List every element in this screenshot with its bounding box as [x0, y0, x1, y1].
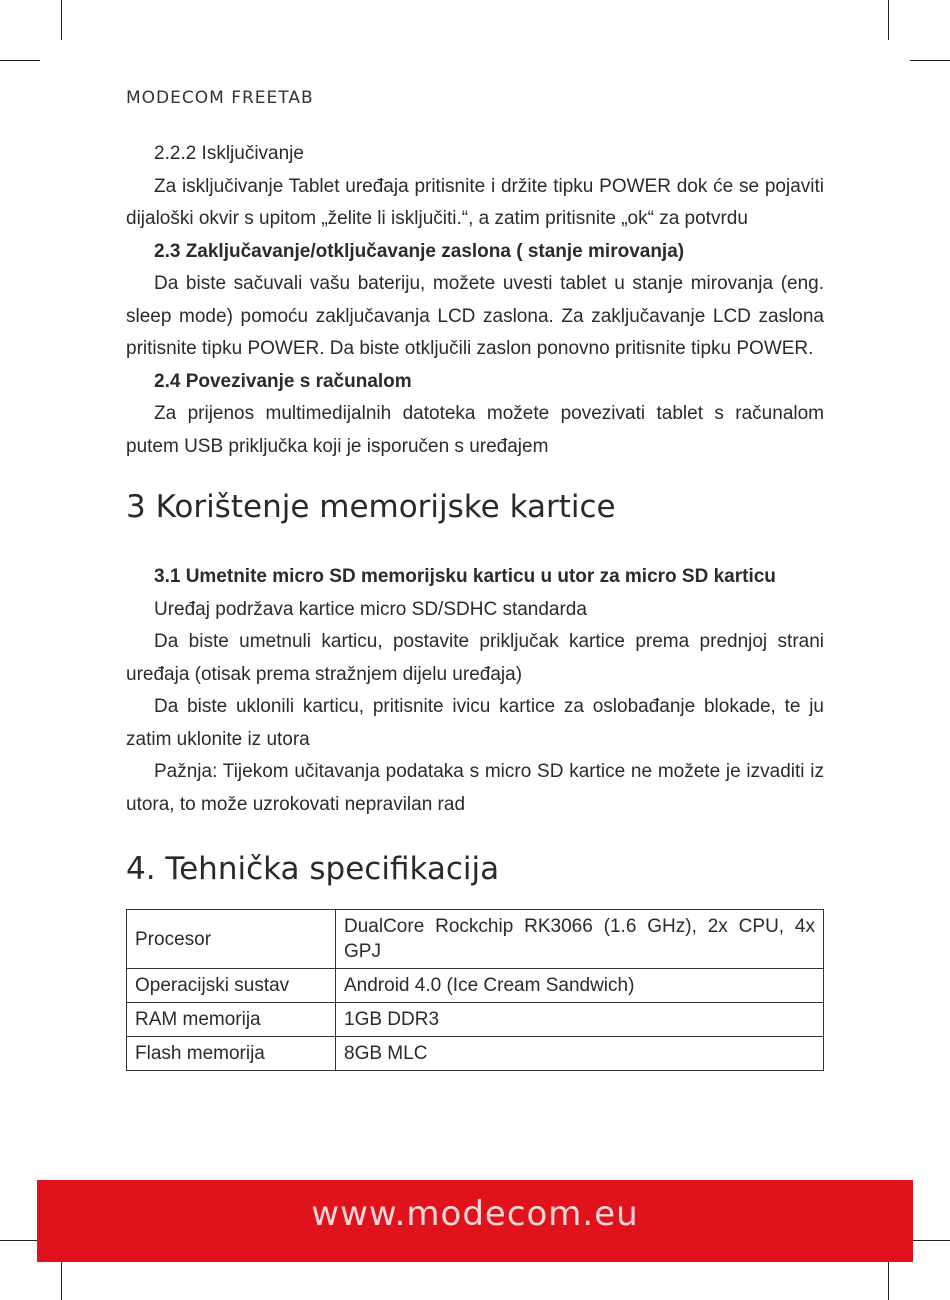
- running-header: MODECOM FREETAB: [126, 88, 314, 108]
- footer-url: www.modecom.eu: [311, 1194, 639, 1234]
- section-3-1-heading: 3.1 Umetnite micro SD memorijsku karticu u utor za micro SD karticu: [154, 566, 776, 587]
- spec-value: DualCore Rockchip RK3066 (1.6 GHz), 2x CPU, 4x GPJ: [336, 910, 824, 969]
- section-3-paragraph: Da biste umetnuli karticu, postavite priključak kartice prema prednjoj strani uređaja (otisak prema stražnjem dijelu uređaja): [126, 631, 824, 685]
- crop-mark: [888, 1262, 889, 1300]
- crop-mark: [0, 60, 40, 61]
- page-content: [126, 138, 824, 1071]
- spec-value: Android 4.0 (Ice Cream Sandwich): [336, 969, 824, 1003]
- table-row: [127, 969, 824, 1003]
- table-row: [127, 1003, 824, 1037]
- section-3-paragraph: Pažnja: Tijekom učitavanja podataka s micro SD kartice ne možete je izvaditi iz utora, to može uzrokovati nepravilan rad: [126, 761, 824, 815]
- spec-label: RAM memorija: [127, 1003, 336, 1037]
- section-3-heading: 3 Korištenje memorijske kartice: [126, 489, 616, 525]
- footer-banner: [37, 1180, 913, 1262]
- spec-table: [126, 909, 824, 1071]
- section-2-2-2-heading: 2.2.2 Isključivanje: [154, 143, 304, 164]
- section-3-paragraph: Uređaj podržava kartice micro SD/SDHC standarda: [154, 598, 587, 620]
- spec-value: 8GB MLC: [336, 1037, 824, 1071]
- section-3-paragraph: Da biste uklonili karticu, pritisnite ivicu kartice za oslobađanje blokade, te ju zatim uklonite iz utora: [126, 696, 824, 750]
- crop-mark: [0, 1240, 40, 1241]
- section-2-2-2-text: Za isključivanje Tablet uređaja pritisnite i držite tipku POWER dok će se pojaviti dijaloški okvir s upitom „želite li isključiti.“, a zatim pritisnite „ok“ za potvrdu: [126, 175, 824, 229]
- crop-mark: [910, 1240, 950, 1241]
- section-2-4-text: Za prijenos multimedijalnih datoteka možete povezivati tablet s računalom putem USB priključka koji je isporučen s uređajem: [126, 403, 824, 457]
- table-row: [127, 910, 824, 969]
- section-2-4-heading: 2.4 Povezivanje s računalom: [154, 370, 412, 392]
- section-2-3-text: Da biste sačuvali vašu bateriju, možete uvesti tablet u stanje mirovanja (eng. sleep mode) pomoću zaključavanja LCD zaslona. Za zaključavanje LCD zaslona pritisnite tipku POWER. Da biste otključili zaslon ponovno pritisnite tipku POWER.: [126, 273, 824, 359]
- crop-mark: [910, 60, 950, 61]
- crop-mark: [61, 0, 62, 40]
- spec-label: Operacijski sustav: [127, 969, 336, 1003]
- section-4-heading: 4. Tehnička specifikacija: [126, 851, 500, 887]
- spec-label: Procesor: [127, 910, 336, 969]
- crop-mark: [61, 1262, 62, 1300]
- section-2-3-heading: 2.3 Zaključavanje/otključavanje zaslona ( stanje mirovanja): [154, 240, 685, 262]
- crop-mark: [888, 0, 889, 40]
- table-row: [127, 1037, 824, 1071]
- spec-value: 1GB DDR3: [336, 1003, 824, 1037]
- spec-label: Flash memorija: [127, 1037, 336, 1071]
